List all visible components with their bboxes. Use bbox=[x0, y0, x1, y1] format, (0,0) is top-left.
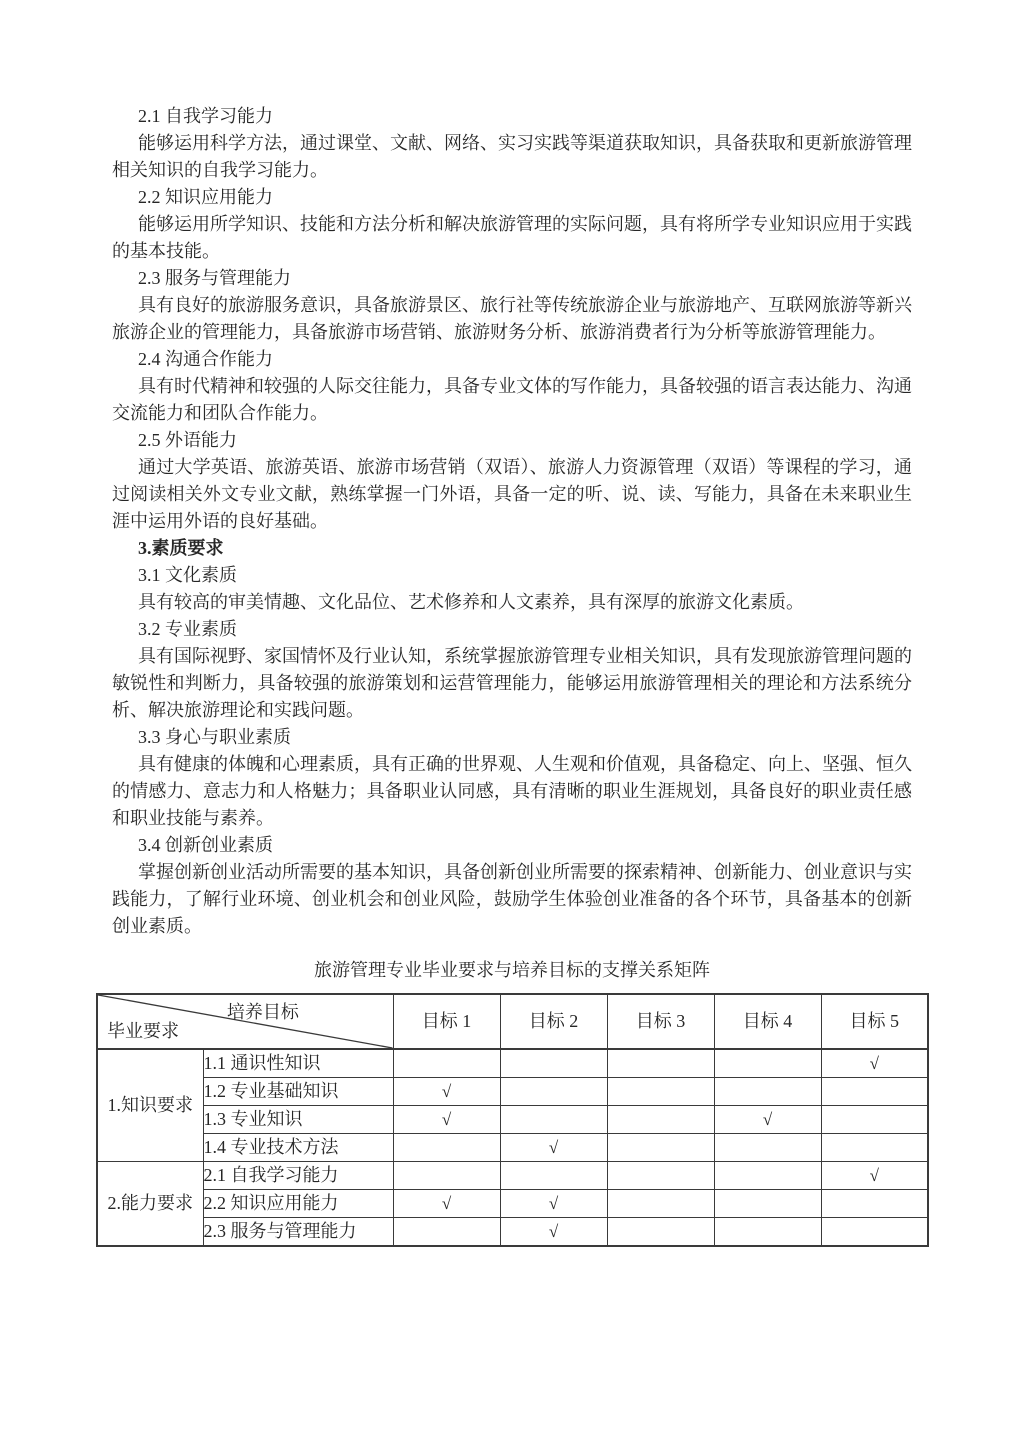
matrix-check-cell bbox=[714, 1049, 821, 1078]
requirement-item: 1.4 专业技术方法 bbox=[203, 1134, 393, 1162]
matrix-check-cell bbox=[821, 1218, 928, 1247]
corner-label-goals: 培养目标 bbox=[226, 1002, 299, 1022]
requirement-item: 2.1 自我学习能力 bbox=[203, 1162, 393, 1190]
matrix-check-cell: √ bbox=[500, 1134, 607, 1162]
matrix-check-cell bbox=[607, 1049, 714, 1078]
matrix-check-cell bbox=[714, 1134, 821, 1162]
matrix-row bbox=[97, 1078, 928, 1106]
matrix-table-title: 旅游管理专业毕业要求与培养目标的支撑关系矩阵 bbox=[314, 960, 710, 980]
matrix-check-cell bbox=[500, 1049, 607, 1078]
matrix-corner-cell bbox=[97, 994, 393, 1049]
matrix-check-cell bbox=[714, 1190, 821, 1218]
goal-column-header: 目标 3 bbox=[607, 994, 714, 1049]
support-matrix-table bbox=[96, 993, 929, 1247]
section-heading: 2.2 知识应用能力 bbox=[138, 187, 273, 207]
section-heading: 3.3 身心与职业素质 bbox=[138, 727, 291, 747]
matrix-check-cell bbox=[607, 1134, 714, 1162]
matrix-check-cell bbox=[393, 1162, 500, 1190]
matrix-check-cell bbox=[821, 1078, 928, 1106]
matrix-row bbox=[97, 1162, 928, 1190]
requirement-item: 2.3 服务与管理能力 bbox=[203, 1218, 393, 1247]
matrix-check-cell: √ bbox=[714, 1106, 821, 1134]
matrix-check-cell bbox=[821, 1190, 928, 1218]
corner-label-requirements: 毕业要求 bbox=[107, 1021, 179, 1041]
matrix-check-cell: √ bbox=[393, 1078, 500, 1106]
matrix-check-cell: √ bbox=[393, 1106, 500, 1134]
body-paragraph: 能够运用科学方法，通过课堂、文献、网络、实习实践等渠道获取知识，具备获取和更新旅游管理相关知识的自我学习能力。 bbox=[112, 133, 912, 180]
section-heading: 3.2 专业素质 bbox=[138, 619, 237, 639]
matrix-row bbox=[97, 1049, 928, 1078]
matrix-check-cell bbox=[607, 1106, 714, 1134]
body-paragraph: 通过大学英语、旅游英语、旅游市场营销（双语）、旅游人力资源管理（双语）等课程的学习，通过阅读相关外文专业文献，熟练掌握一门外语，具备一定的听、说、读、写能力，具备在未来职业生涯中运用外语的良好基础。 bbox=[112, 457, 912, 531]
matrix-check-cell: √ bbox=[500, 1190, 607, 1218]
requirement-item: 2.2 知识应用能力 bbox=[203, 1190, 393, 1218]
matrix-check-cell: √ bbox=[500, 1218, 607, 1247]
section-heading-bold: 3.素质要求 bbox=[138, 538, 224, 558]
requirement-item: 1.2 专业基础知识 bbox=[203, 1078, 393, 1106]
body-paragraph: 掌握创新创业活动所需要的基本知识，具备创新创业所需要的探索精神、创新能力、创业意识与实践能力，了解行业环境、创业机会和创业风险，鼓励学生体验创业准备的各个环节，具备基本的创新创业素质。 bbox=[112, 862, 912, 936]
goal-column-header: 目标 2 bbox=[500, 994, 607, 1049]
matrix-check-cell: √ bbox=[821, 1049, 928, 1078]
matrix-check-cell bbox=[500, 1162, 607, 1190]
section-heading: 3.1 文化素质 bbox=[138, 565, 237, 585]
matrix-check-cell bbox=[607, 1190, 714, 1218]
matrix-check-cell: √ bbox=[393, 1190, 500, 1218]
matrix-check-cell bbox=[393, 1134, 500, 1162]
section-heading: 2.1 自我学习能力 bbox=[138, 106, 273, 126]
body-paragraph: 具有国际视野、家国情怀及行业认知，系统掌握旅游管理专业相关知识，具有发现旅游管理问题的敏锐性和判断力，具备较强的旅游策划和运营管理能力，能够运用旅游管理相关的理论和方法系统分析、解决旅游理论和实践问题。 bbox=[112, 646, 912, 720]
body-paragraph: 具有良好的旅游服务意识，具备旅游景区、旅行社等传统旅游企业与旅游地产、互联网旅游等新兴旅游企业的管理能力，具备旅游市场营销、旅游财务分析、旅游消费者行为分析等旅游管理能力。 bbox=[112, 295, 912, 342]
matrix-row bbox=[97, 1190, 928, 1218]
goal-column-header: 目标 4 bbox=[714, 994, 821, 1049]
requirement-item: 1.1 通识性知识 bbox=[203, 1049, 393, 1078]
matrix-header-row bbox=[97, 994, 928, 1049]
matrix-check-cell bbox=[607, 1162, 714, 1190]
matrix-check-cell bbox=[714, 1218, 821, 1247]
matrix-check-cell bbox=[393, 1218, 500, 1247]
matrix-row bbox=[97, 1106, 928, 1134]
matrix-check-cell bbox=[714, 1078, 821, 1106]
requirement-item: 1.3 专业知识 bbox=[203, 1106, 393, 1134]
body-paragraph: 具有较高的审美情趣、文化品位、艺术修养和人文素养，具有深厚的旅游文化素质。 bbox=[138, 592, 804, 612]
section-heading: 3.4 创新创业素质 bbox=[138, 835, 273, 855]
body-paragraph: 具有时代精神和较强的人际交往能力，具备专业文体的写作能力，具备较强的语言表达能力、沟通交流能力和团队合作能力。 bbox=[112, 376, 912, 423]
matrix-check-cell bbox=[821, 1134, 928, 1162]
matrix-check-cell: √ bbox=[821, 1162, 928, 1190]
matrix-check-cell bbox=[607, 1218, 714, 1247]
goal-column-header: 目标 1 bbox=[393, 994, 500, 1049]
body-paragraph: 具有健康的体魄和心理素质，具有正确的世界观、人生观和价值观，具备稳定、向上、坚强、恒久的情感力、意志力和人格魅力；具备职业认同感，具有清晰的职业生涯规划，具备良好的职业责任感和职业技能与素养。 bbox=[112, 754, 912, 828]
matrix-check-cell bbox=[607, 1078, 714, 1106]
matrix-check-cell bbox=[500, 1106, 607, 1134]
section-heading: 2.5 外语能力 bbox=[138, 430, 237, 450]
matrix-row bbox=[97, 1134, 928, 1162]
requirement-group-label: 1.知识要求 bbox=[97, 1049, 203, 1162]
body-paragraph: 能够运用所学知识、技能和方法分析和解决旅游管理的实际问题，具有将所学专业知识应用于实践的基本技能。 bbox=[112, 214, 912, 261]
matrix-check-cell bbox=[714, 1162, 821, 1190]
requirement-group-label: 2.能力要求 bbox=[97, 1162, 203, 1247]
matrix-check-cell bbox=[393, 1049, 500, 1078]
section-heading: 2.3 服务与管理能力 bbox=[138, 268, 291, 288]
goal-column-header: 目标 5 bbox=[821, 994, 928, 1049]
matrix-check-cell bbox=[821, 1106, 928, 1134]
section-heading: 2.4 沟通合作能力 bbox=[138, 349, 273, 369]
document-page bbox=[107, 103, 912, 1247]
matrix-check-cell bbox=[500, 1078, 607, 1106]
matrix-row bbox=[97, 1218, 928, 1247]
